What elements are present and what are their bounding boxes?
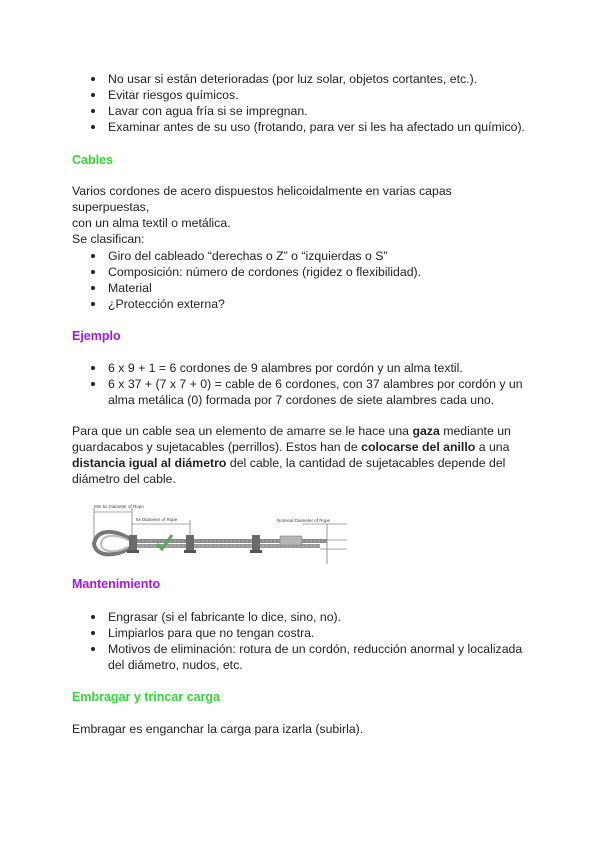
- list-item: Material: [72, 280, 542, 296]
- label-nominal-diameter: Nominal Diameter of Rope: [277, 518, 331, 523]
- list-item: 6 x 37 + (7 x 7 + 0) = cable de 6 cordones, con 37 alambres por cordón y un alma metálica (0) formada por 7 cordones de siete alambres cada uno.: [72, 376, 542, 408]
- heading-embragar: Embragar y trincar carga: [72, 690, 220, 704]
- mantenimiento-list: [72, 609, 542, 673]
- wire-rope-clip-diagram: [72, 498, 352, 568]
- list-item: Examinar antes de su uso (frotando, para ver si les ha afectado un químico).: [72, 119, 542, 135]
- heading-ejemplo: Ejemplo: [72, 329, 121, 343]
- label-min-diameter: Min 5x Diameter of Rope: [94, 504, 144, 509]
- nominal-section: [280, 536, 302, 545]
- precautions-list: [72, 71, 542, 135]
- heading-cables: Cables: [72, 153, 113, 167]
- ejemplo-list: [72, 360, 542, 408]
- list-item: Limpiarlos para que no tengan costra.: [72, 625, 542, 641]
- list-item: Evitar riesgos químicos.: [72, 87, 542, 103]
- list-item: 6 x 9 + 1 = 6 cordones de 9 alambres por cordón y un alma textil.: [72, 360, 542, 376]
- amarre-paragraph: Para que un cable sea un elemento de amarre se le hace una gaza mediante un guardacabos y sujetacables (perrillos). Estos han de colocarse del anillo a una distancia igual al diámetro del cable, la cantidad de sujetacables depende del diámetro del cable.: [72, 424, 511, 486]
- list-item: ¿Protección externa?: [72, 296, 542, 312]
- list-item: Composición: número de cordones (rigidez o flexibilidad).: [72, 264, 542, 280]
- embragar-paragraph: Embragar es enganchar la carga para izarla (subirla).: [72, 722, 364, 736]
- cables-paragraph: Varios cordones de acero dispuestos helicoidalmente en varias capas superpuestas, con un alma textil o metálica. Se clasifican:: [72, 184, 452, 246]
- cables-classification-list: [72, 248, 542, 312]
- heading-mantenimiento: Mantenimiento: [72, 577, 161, 591]
- list-item: No usar si están deterioradas (por luz solar, objetos cortantes, etc.).: [72, 71, 542, 87]
- list-item: Motivos de eliminación: rotura de un cordón, reducción anormal y localizada del diámetro, nudos, etc.: [72, 641, 542, 673]
- list-item: Engrasar (si el fabricante lo dice, sino, no).: [72, 609, 542, 625]
- list-item: Giro del cableado “derechas o Z” o “izquierdas o S”: [72, 248, 542, 264]
- label-6x-diameter: 6x Diameter of Rope: [136, 517, 178, 522]
- list-item: Lavar con agua fría si se impregnan.: [72, 103, 542, 119]
